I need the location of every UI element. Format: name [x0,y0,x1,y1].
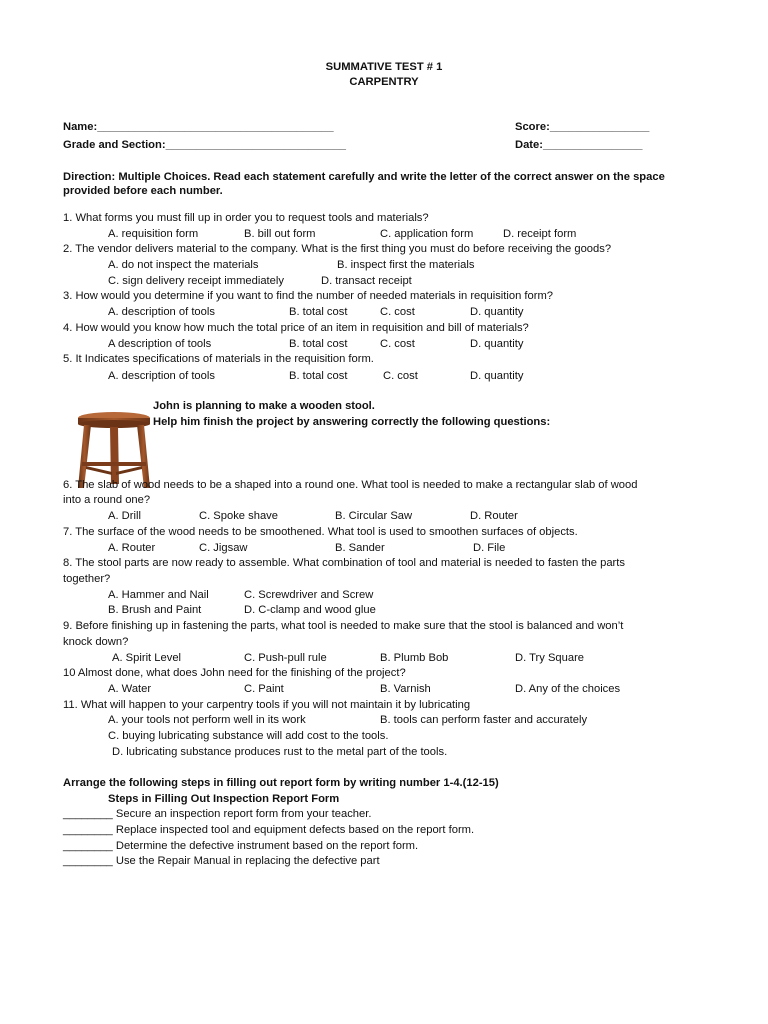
question-6-cont: into a round one? [63,494,151,506]
question-1: 1. What forms you must fill up in order you to request tools and materials? [63,212,429,224]
question-10: 10 Almost done, what does John need for the finishing of the project? [63,667,406,679]
choice: B. Circular Saw [335,510,413,522]
choice: C. Screwdriver and Screw [244,589,374,601]
choice: B. tools can perform faster and accurately [380,714,588,726]
question-7: 7. The surface of the wood needs to be smoothened. What tool is used to smoothen surfaces of objects. [63,526,578,538]
choice: D. Any of the choices [515,683,621,695]
name-field: Name:______________________________________ [63,121,334,133]
question-2: 2. The vendor delivers material to the company. What is the first thing you must do before receiving the goods? [63,243,612,255]
scenario-line-1: John is planning to make a wooden stool. [153,400,375,412]
choice: D. quantity [470,306,524,318]
grade-section-field: Grade and Section:_____________________________ [63,139,347,151]
choice: C. Spoke shave [199,510,278,522]
choice: B. total cost [289,338,348,350]
choice: D. lubricating substance produces rust to the metal part of the tools. [112,746,448,758]
choice: A. Spirit Level [112,652,182,664]
question-5: 5. It Indicates specifications of materials in the requisition form. [63,353,374,365]
choice: D. quantity [470,370,524,382]
choice: A. do not inspect the materials [108,259,259,271]
choice: B. inspect first the materials [337,259,475,271]
choice: B. bill out form [244,228,316,240]
choice: C. sign delivery receipt immediately [108,275,284,287]
choice: C. cost [380,306,415,318]
question-9-cont: knock down? [63,636,129,648]
choice: C. Jigsaw [199,542,248,554]
choice: D. Router [470,510,518,522]
choice: A description of tools [108,338,212,350]
direction-line-1: Direction: Multiple Choices. Read each statement carefully and write the letter of the correct answer on the space [63,171,665,183]
choice: D. transact receipt [321,275,412,287]
question-6: 6. The slab of wood needs to be a shaped into a round one. What tool is needed to make a rectangular slab of wood [63,479,638,491]
step-item: ________ Secure an inspection report form from your teacher. [63,808,372,820]
choice: D. Try Square [515,652,585,664]
choice: A. Water [108,683,152,695]
choice: B. Brush and Paint [108,604,202,616]
question-11: 11. What will happen to your carpentry tools if you will not maintain it by lubricating [63,699,471,711]
arrange-heading: Steps in Filling Out Inspection Report Form [108,793,340,805]
choice: C. Paint [244,683,284,695]
choice: D. C-clamp and wood glue [244,604,376,616]
direction-line-2: provided before each number. [63,185,223,197]
choice: A. requisition form [108,228,199,240]
question-8-cont: together? [63,573,111,585]
choice: C. application form [380,228,474,240]
choice: C. cost [383,370,418,382]
date-field: Date:________________ [515,139,643,151]
choice: D. quantity [470,338,524,350]
choice: C. buying lubricating substance will add cost to the tools. [108,730,389,742]
choice: C. cost [380,338,415,350]
question-4: 4. How would you know how much the total price of an item in requisition and bill of materials? [63,322,529,334]
choice: A. Hammer and Nail [108,589,209,601]
step-item: ________ Determine the defective instrument based on the report form. [63,840,419,852]
scenario-line-2: Help him finish the project by answering correctly the following questions: [153,416,551,428]
page-title: SUMMATIVE TEST # 1 [325,61,443,73]
choice: A. description of tools [108,370,215,382]
choice: B. Plumb Bob [380,652,449,664]
choice: B. Varnish [380,683,431,695]
choice: C. Push-pull rule [244,652,327,664]
question-8: 8. The stool parts are now ready to assemble. What combination of tool and material is needed to fasten the parts [63,557,625,569]
choice: D. receipt form [503,228,577,240]
choice: D. File [473,542,506,554]
score-field: Score:________________ [515,121,650,133]
choice: A. description of tools [108,306,215,318]
question-3: 3. How would you determine if you want to find the number of needed materials in requisition form? [63,290,554,302]
arrange-instruction: Arrange the following steps in filling out report form by writing number 1-4.(12-15) [63,777,499,789]
step-item: ________ Use the Repair Manual in replacing the defective part [63,855,380,867]
choice: A. Router [108,542,156,554]
choice: A. your tools not perform well in its work [108,714,306,726]
page-subtitle: CARPENTRY [349,76,419,88]
choice: A. Drill [108,510,141,522]
question-9: 9. Before finishing up in fastening the parts, what tool is needed to make sure that the stool is balanced and won’t [63,620,624,632]
choice: B. total cost [289,370,348,382]
step-item: ________ Replace inspected tool and equipment defects based on the report form. [63,824,475,836]
choice: B. total cost [289,306,348,318]
choice: B. Sander [335,542,385,554]
